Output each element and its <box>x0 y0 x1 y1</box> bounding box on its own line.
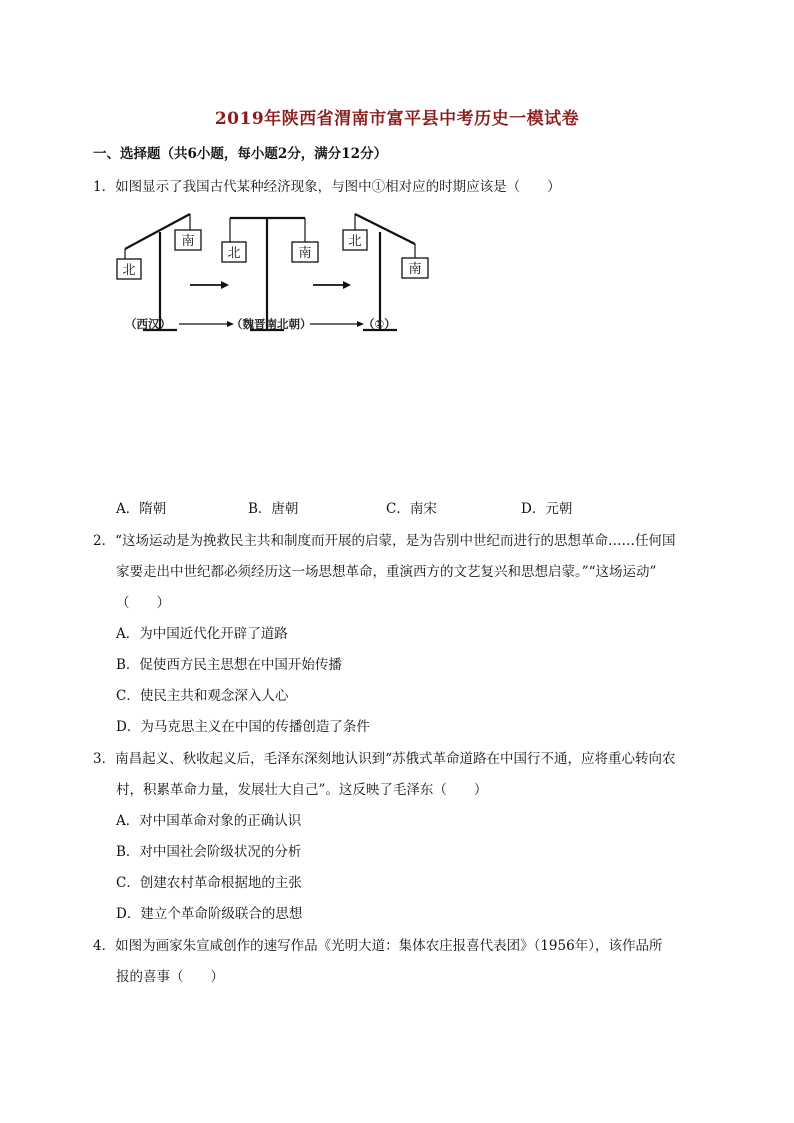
q1-option-a: A．隋朝 <box>116 501 167 517</box>
period-wei-jin: （魏晋南北朝） <box>231 317 312 331</box>
economic-center-diagram <box>105 202 445 342</box>
south-label-3: 南 <box>408 262 422 277</box>
q2-option-a: A．为中国近代化开辟了道路 <box>116 626 288 642</box>
north-label-3: 北 <box>348 234 362 249</box>
q2-option-d: D．为马克思主义在中国的传播创造了条件 <box>116 719 370 735</box>
north-label-2: 北 <box>227 246 241 261</box>
question-2-stem-line-3: （ ） <box>116 595 170 611</box>
q3-option-b: B．对中国社会阶级状况的分析 <box>116 844 302 860</box>
question-1-stem: 1．如图显示了我国古代某种经济现象，与图中①相对应的时期应该是（ ） <box>93 179 561 195</box>
south-label-2: 南 <box>298 246 312 261</box>
q1-option-d: D．元朝 <box>521 501 573 517</box>
q2-option-c: C．使民主共和观念深入人心 <box>116 688 289 704</box>
q3-option-d: D．建立个革命阶级联合的思想 <box>116 906 303 922</box>
question-4-stem-line-1: 4．如图为画家朱宣咸创作的速写作品《光明大道：集体农庄报喜代表团》（1956年），该作品所 <box>93 938 663 954</box>
question-3-stem-line-1: 3．南昌起义、秋收起义后，毛泽东深刻地认识到“苏俄式革命道路在中国行不通，应将重心转向农 <box>93 751 676 767</box>
question-2-stem-line-2: 家要走出中世纪都必须经历这一场思想革命，重演西方的文艺复兴和思想启蒙。”“这场运动” <box>116 564 657 580</box>
south-label-1: 南 <box>181 234 195 249</box>
question-3-stem-line-2: 村，积累革命力量，发展壮大自己”。这反映了毛泽东（ ） <box>116 782 488 798</box>
exam-title: 2019年陕西省渭南市富平县中考历史一模试卷 <box>214 109 580 129</box>
period-western-han: （西汉） <box>125 317 171 331</box>
q1-option-b: B．唐朝 <box>248 501 299 517</box>
north-label-1: 北 <box>122 263 136 278</box>
q1-option-c: C．南宋 <box>386 501 437 517</box>
question-2-stem-line-1: 2．“这场运动是为挽救民主共和制度而开展的启蒙，是为告别中世纪而进行的思想革命……任何国 <box>93 533 676 549</box>
section-heading: 一、选择题（共6小题，每小题2分，满分12分） <box>93 146 388 162</box>
q3-option-a: A．对中国革命对象的正确认识 <box>116 813 302 829</box>
period-unknown: （①） <box>363 317 396 331</box>
q3-option-c: C．创建农村革命根据地的主张 <box>116 875 302 891</box>
question-4-stem-line-2: 报的喜事（ ） <box>116 969 224 985</box>
q2-option-b: B．促使西方民主思想在中国开始传播 <box>116 657 342 673</box>
